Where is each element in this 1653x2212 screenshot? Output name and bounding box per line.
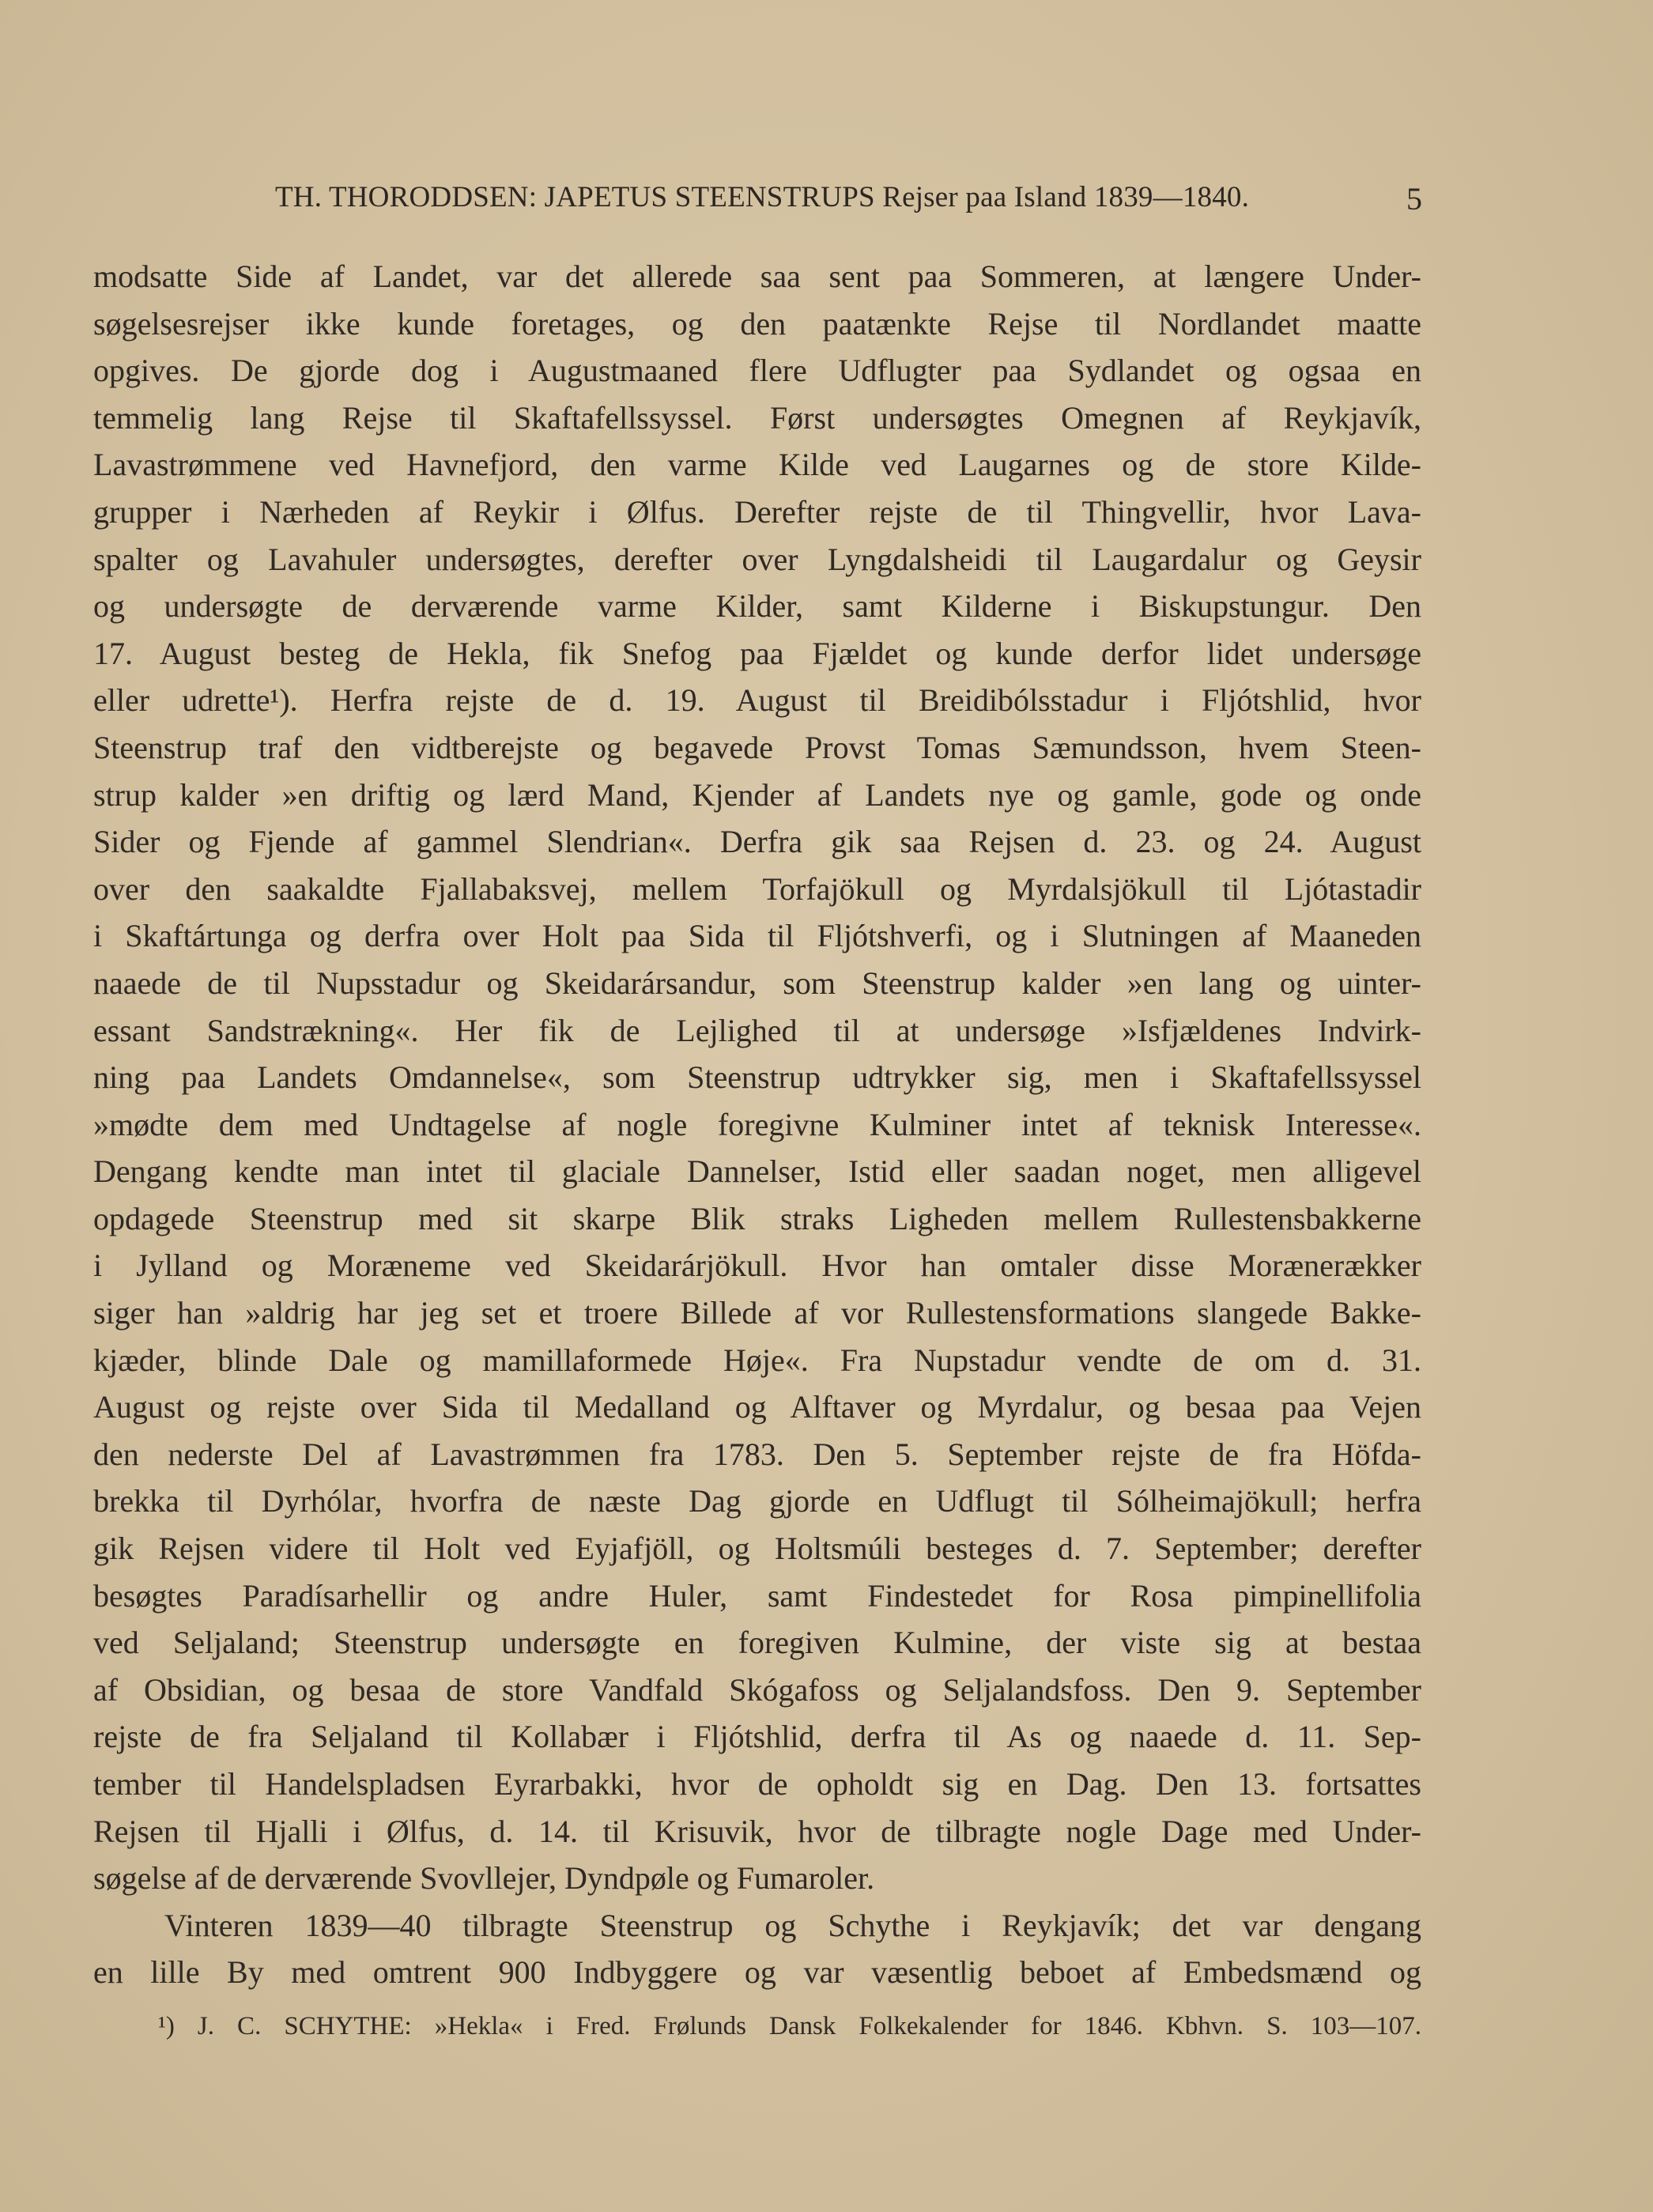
text-line: August og rejste over Sida til Medalland og Alftaver og Myrdalur, og besaa paa Vejen (93, 1389, 1421, 1425)
text-line: brekka til Dyrhólar, hvorfra de næste Dag gjorde en Udflugt til Sólheimajökull; herfra (93, 1483, 1421, 1519)
text-line: Steenstrup traf den vidtberejste og begavede Provst Tomas Sæmundsson, hvem Steen- (93, 729, 1421, 765)
text-line: i Skaftártunga og derfra over Holt paa Sida til Fljótshverfi, og i Slutningen af Maaneden (93, 918, 1421, 954)
text-line: Dengang kendte man intet til glaciale Dannelser, Istid eller saadan noget, men alligevel (93, 1153, 1421, 1190)
footnote: ¹) J. C. SCHYTHE: »Hekla« i Fred. Frølunds Dansk Folkekalender for 1846. Kbhvn. S. 103—107. (158, 2012, 1421, 2040)
text-line: ved Seljaland; Steenstrup undersøgte en foregiven Kulmine, der viste sig at bestaa (93, 1625, 1421, 1661)
text-line: temmelig lang Rejse til Skaftafellssyssel. Først undersøgtes Omegnen af Reykjavík, (93, 399, 1421, 436)
text-line: den nederste Del af Lavastrømmen fra 1783. Den 5. September rejste de fra Höfda- (93, 1436, 1421, 1472)
text-line: Sider og Fjende af gammel Slendrian«. Derfra gik saa Rejsen d. 23. og 24. August (93, 824, 1421, 860)
text-line: over den saakaldte Fjallabaksvej, mellem Torfajökull og Myrdalsjökull til Ljótastadir (93, 870, 1421, 907)
text-line: opdagede Steenstrup med sit skarpe Blik straks Ligheden mellem Rullestensbakkerne (93, 1200, 1421, 1236)
text-line: af Obsidian, og besaa de store Vandfald Skógafoss og Seljalandsfoss. Den 9. September (93, 1671, 1421, 1708)
text-line: »mødte dem med Undtagelse af nogle foregivne Kulminer intet af teknisk Interesse«. (93, 1106, 1421, 1142)
text-line: en lille By med omtrent 900 Indbyggere og var væsentlig beboet af Embedsmænd og (93, 1954, 1421, 1991)
text-line: og undersøgte de derværende varme Kilder, samt Kilderne i Biskupstungur. Den (93, 588, 1421, 625)
running-title: TH. THORODDSEN: JAPETUS STEENSTRUPS Rejser paa Island 1839—1840. (275, 181, 1250, 213)
page-number: 5 (1406, 181, 1422, 217)
paragraph-end-line: søgelse af de derværende Svovllejer, Dyndpøle og Fumaroler. (93, 1860, 875, 1897)
text-line: modsatte Side af Landet, var det allerede saa sent paa Sommeren, at længere Under- (93, 259, 1421, 294)
text-line: rejste de fra Seljaland til Kollabær i Fljótshlid, derfra til As og naaede d. 11. Sep- (93, 1719, 1421, 1755)
text-line: grupper i Nærheden af Reykir i Ølfus. Derefter rejste de til Thingvellir, hvor Lava- (93, 493, 1421, 530)
body-text (93, 253, 1421, 1996)
text-line: siger han »aldrig har jeg set et troere Billede af vor Rullestensformations slangede Bakke- (93, 1295, 1421, 1331)
text-line: essant Sandstrækning«. Her fik de Lejlighed til at undersøge »Isfjældenes Indvirk- (93, 1012, 1421, 1048)
text-line: Rejsen til Hjalli i Ølfus, d. 14. til Krisuvik, hvor de tilbragte nogle Dage med Under- (93, 1813, 1421, 1849)
text-line: eller udrette¹). Herfra rejste de d. 19. August til Breidibólsstadur i Fljótshlid, hvor (93, 682, 1421, 719)
text-line: Lavastrømmene ved Havnefjord, den varme Kilde ved Laugarnes og de store Kilde- (93, 447, 1421, 483)
text-line: kjæder, blinde Dale og mamillaformede Høje«. Fra Nupstadur vendte de om d. 31. (93, 1342, 1421, 1378)
text-line: spalter og Lavahuler undersøgtes, derefter over Lyngdalsheidi til Laugardalur og Geysir (93, 541, 1421, 577)
text-line: tember til Handelspladsen Eyrarbakki, hvor de opholdt sig en Dag. Den 13. fortsattes (93, 1766, 1421, 1802)
text-line: ning paa Landets Omdannelse«, som Steenstrup udtrykker sig, men i Skaftafellssyssel (93, 1059, 1421, 1096)
text-line: besøgtes Paradísarhellir og andre Huler, samt Findestedet for Rosa pimpinellifolia (93, 1577, 1421, 1614)
text-line: opgives. De gjorde dog i Augustmaaned flere Udflugter paa Sydlandet og ogsaa en (93, 353, 1421, 389)
text-line: strup kalder »en driftig og lærd Mand, Kjender af Landets nye og gamle, gode og onde (93, 776, 1421, 813)
text-line: gik Rejsen videre til Holt ved Eyjafjöll, og Holtsmúli besteges d. 7. September; derefter (93, 1531, 1421, 1567)
text-line: søgelsesrejser ikke kunde foretages, og den paatænkte Rejse til Nordlandet maatte (93, 305, 1421, 342)
paragraph-start-line: Vinteren 1839—40 tilbragte Steenstrup og Schythe i Reykjavík; det var dengang (164, 1907, 1421, 1943)
running-header (93, 180, 1422, 225)
text-line: 17. August besteg de Hekla, fik Snefog paa Fjældet og kunde derfor lidet undersøge (93, 635, 1421, 671)
text-line: naaede de til Nupsstadur og Skeidarársandur, som Steenstrup kalder »en lang og uinter- (93, 964, 1421, 1001)
text-line: i Jylland og Moræneme ved Skeidarárjökull. Hvor han omtaler disse Morænerækker (93, 1248, 1421, 1284)
